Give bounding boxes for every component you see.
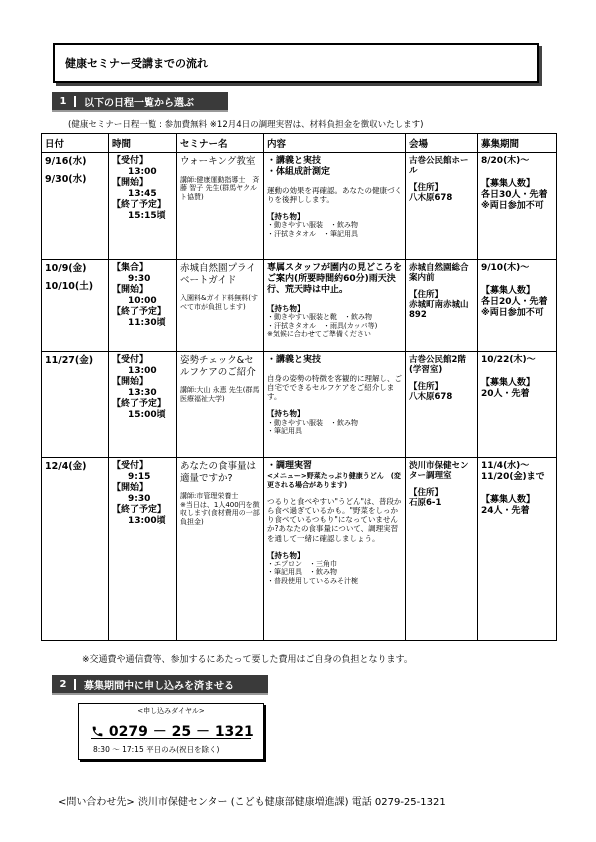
dial-number-text: 0279 － 25 － 1321 [108,724,254,740]
time-value: 15:15頃 [128,210,166,221]
table-row [42,352,557,458]
cell-time [109,153,177,260]
cell-date [42,352,109,458]
recruit-value: ※両日参加不可 [481,200,544,211]
item: ・汗拭きタオル ・雨具(カッパ等) [267,321,378,330]
venue-name: 渋川市保健センター調理室 [409,461,469,482]
recruit-label: 【募集人数】 [481,285,536,296]
cell-content [264,153,406,260]
item: ・動きやすい服装と靴 ・飲み物 [267,313,372,322]
seminar-name: 姿勢チェック&セルフケアのご紹介 [180,355,256,378]
cell-period [478,458,557,641]
seminar-name: 赤城自然園プライベートガイド [180,263,256,286]
table-row [42,260,557,352]
venue-name: 赤城自然園総合案内前 [409,263,469,284]
cell-period [478,352,557,458]
time-label: 【終了予定】 [112,199,167,210]
dial-box [78,703,264,760]
header-date: 日付 [42,134,109,153]
time-value: 13:00頃 [128,515,166,526]
section-1-header [52,92,228,112]
time-value: 13:30 [128,387,157,398]
cell-period [478,153,557,260]
cell-period [478,260,557,352]
recruit-value: 各日20人・先着 [481,296,548,307]
time-label: 【受付】 [112,355,149,365]
content-title: ・講義と実技 [267,156,322,166]
address: 八木原678 [409,392,453,403]
time-label: 【開始】 [112,284,149,295]
header-time: 時間 [109,134,177,153]
cell-venue [406,260,478,352]
time-label: 【受付】 [112,461,149,471]
time-value: 10:00 [128,295,157,306]
cell-content [264,260,406,352]
section-1-label: 以下の日程一覧から選ぶ [84,97,194,109]
time-value: 13:45 [128,188,157,199]
dial-label: <申し込みダイヤル> [137,707,205,715]
item: ・普段使用しているみそ汁椀 [267,576,358,585]
cell-content [264,458,406,641]
seminar-name: あなたの食事量は適量ですか? [180,461,257,484]
item: ・エプロン ・三角巾 [267,559,337,568]
items-header: 【持ち物】 [267,212,305,222]
seminar-note: 講師:健康運動指導士 斉藤 智子 先生(群馬ヤクルト協賛) [180,175,260,201]
cell-time [109,458,177,641]
content-body: 自身の姿勢の特徴を客観的に理解し、ご自宅でできるセルフケアをご紹介します。 [267,373,402,402]
recruit-value: 20人・先着 [481,388,530,399]
content-title: ・体組成計測定 [267,166,331,177]
date-value: 12/4(金) [45,461,87,472]
address: 赤城町南赤城山892 [409,300,469,321]
time-value: 13:00 [128,365,157,376]
address: 石原6-1 [409,498,442,509]
schedule-table [41,133,557,641]
items-header: 【持ち物】 [267,303,305,313]
address-label: 【住所】 [409,487,444,498]
venue-name: 古巻公民館ホール [409,156,469,177]
time-label: 【受付】 [112,156,149,166]
seminar-note: 入園料&ガイド料無料(すべて市が負担します) [180,294,258,311]
cell-seminar [177,153,264,260]
address-label: 【住所】 [409,289,444,300]
time-label: 【開始】 [112,376,149,387]
address-label: 【住所】 [409,182,444,193]
header-content: 内容 [264,134,406,153]
table-row [42,153,557,260]
period-value: 9/10(木)～ [481,263,530,273]
address: 八木原678 [409,193,453,204]
cell-time [109,352,177,458]
section-1-number: 1 [52,96,76,107]
cell-seminar [177,352,264,458]
cell-date [42,153,109,260]
cell-venue [406,153,478,260]
date-value: 9/30(水) [45,173,87,185]
content-body: つるりと食べやすい"うどん"は、普段から食べ過ぎているかも。"野菜をしっかり食べているつもり"になっていませんか?あなたの食事量について、調理実習を通して一緒に確認しましょう。 [267,497,402,543]
recruit-label: 【募集人数】 [481,377,536,388]
time-value: 11:30頃 [128,317,166,328]
content-body: 運動の効果を再確認。あなたの健康づくりを後押しします。 [267,185,402,205]
cost-note: ※交通費や通信費等、参加するにあたって要した費用はご自身の負担となります。 [82,655,413,665]
header-period: 募集期間 [478,134,557,153]
cell-content [264,352,406,458]
item: ・動きやすい服装 ・飲み物 [267,221,358,230]
cell-venue [406,352,478,458]
item: ・筆記用具 ・飲み物 [267,568,337,577]
items-header: 【持ち物】 [267,409,305,419]
date-value: 10/10(土) [45,280,94,292]
content-title: 専属スタッフが園内の見どころをご案内(所要時間約60分)雨天決行、荒天時は中止。 [267,263,403,295]
time-label: 【開始】 [112,177,149,188]
section-2-label: 募集期間中に申し込みを済ませる [84,680,234,692]
time-value: 9:30 [128,273,151,284]
contact-info: <問い合わせ先> 渋川市保健センター (こども健康部健康増進課) 電話 0279-25-1321 [58,797,446,808]
item: ・汗拭きタオル ・筆記用具 [267,229,358,238]
cell-time [109,260,177,352]
table-header-row [42,134,557,153]
items-header: 【持ち物】 [267,550,305,560]
period-value: 11/4(水)～11/20(金)まで [481,461,545,482]
time-value: 13:00 [128,166,157,177]
period-value: 10/22(木)～ [481,355,536,365]
address-label: 【住所】 [409,381,444,392]
recruit-label: 【募集人数】 [481,494,536,505]
item: ※気候に合わせてご準備ください [267,330,371,339]
cell-date [42,260,109,352]
cell-venue [406,458,478,641]
schedule-note: (健康セミナー日程一覧 : 参加費無料 ※12月4日の調理実習は、材料負担金を徴収いたします) [68,120,424,130]
recruit-value: ※両日参加不可 [481,307,544,318]
time-label: 【終了予定】 [112,504,167,515]
content-menu: <メニュー>野菜たっぷり健康うどん (変更される場合があります) [267,471,401,489]
cell-date [42,458,109,641]
content-title: ・調理実習 [267,461,313,471]
time-label: 【終了予定】 [112,306,167,317]
dial-hours: 8:30 ～ 17:15 平日のみ(祝日を除く) [93,745,220,754]
section-2-number: 2 [52,679,76,690]
item: ・動きやすい服装 ・飲み物 [267,418,358,427]
period-value: 8/20(木)～ [481,156,530,166]
item: ・筆記用具 [267,427,302,436]
seminar-name: ウォーキング教室 [180,156,256,167]
time-value: 9:15 [128,471,151,482]
time-label: 【集合】 [112,263,149,273]
recruit-value: 24人・先着 [481,505,530,516]
seminar-note: 講師:市管理栄養士 ※当日は、1人400円を徴収します(食材費用の一部負担金) [180,492,260,526]
seminar-note: 講師:大山 永恵 先生(群馬医療福祉大学) [180,386,260,403]
recruit-label: 【募集人数】 [481,178,536,189]
header-venue: 会場 [406,134,478,153]
time-label: 【開始】 [112,482,149,493]
venue-name: 古巻公民館2階(学習室) [409,355,466,376]
cell-seminar [177,260,264,352]
time-value: 15:00頃 [128,409,166,420]
time-value: 9:30 [128,493,151,504]
section-2-header [52,675,268,695]
recruit-value: 各日30人・先着 [481,189,548,200]
cell-seminar [177,458,264,641]
header-seminar: セミナー名 [177,134,264,153]
date-value: 10/9(金) [45,263,87,274]
time-label: 【終了予定】 [112,398,167,409]
page-title: 健康セミナー受講までの流れ [53,43,539,83]
content-title: ・講義と実技 [267,355,322,365]
table-row [42,458,557,641]
date-value: 9/16(水) [45,156,87,167]
dial-divider [91,738,251,739]
date-value: 11/27(金) [45,355,94,366]
